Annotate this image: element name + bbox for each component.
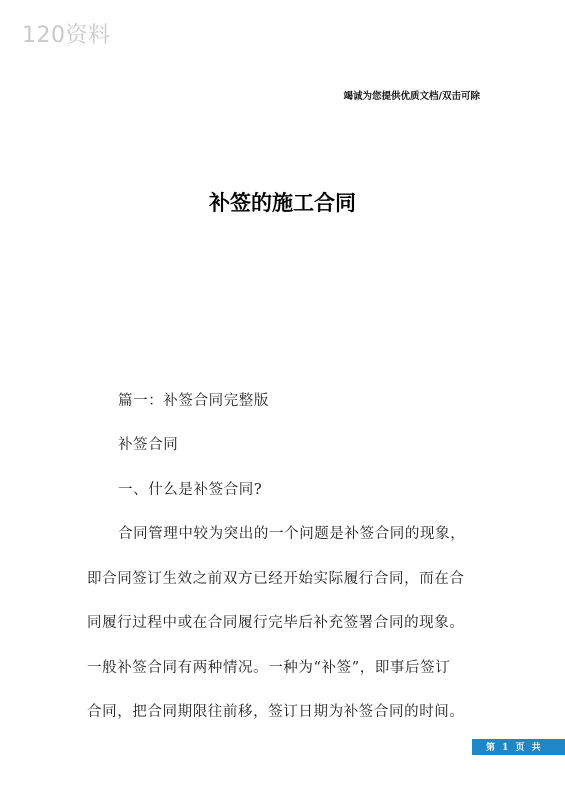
body-line: 即合同签订生效之前双方已经开始实际履行合同，而在合 (87, 571, 465, 587)
question-heading: 一、什么是补签合同? (118, 482, 263, 498)
section-heading: 篇一：补签合同完整版 (118, 393, 269, 409)
body-line: 合同，把合同期限往前移，签订日期为补签合同的时间。 (87, 704, 465, 720)
subheading: 补签合同 (118, 437, 179, 453)
body-line: 同履行过程中或在合同履行完毕后补充签署合同的现象。 (87, 615, 465, 631)
header-note: 竭诚为您提供优质文档/双击可除 (343, 91, 480, 102)
body-line: 一般补签合同有两种情况。一种为“补签”，即事后签订 (87, 660, 451, 676)
watermark-logo: 120资料 (22, 23, 111, 48)
document-title: 补签的施工合同 (209, 191, 356, 215)
page-number-label: 第 1 页 共 (486, 743, 543, 753)
body-line: 合同管理中较为突出的一个问题是补签合同的现象， (118, 526, 466, 542)
